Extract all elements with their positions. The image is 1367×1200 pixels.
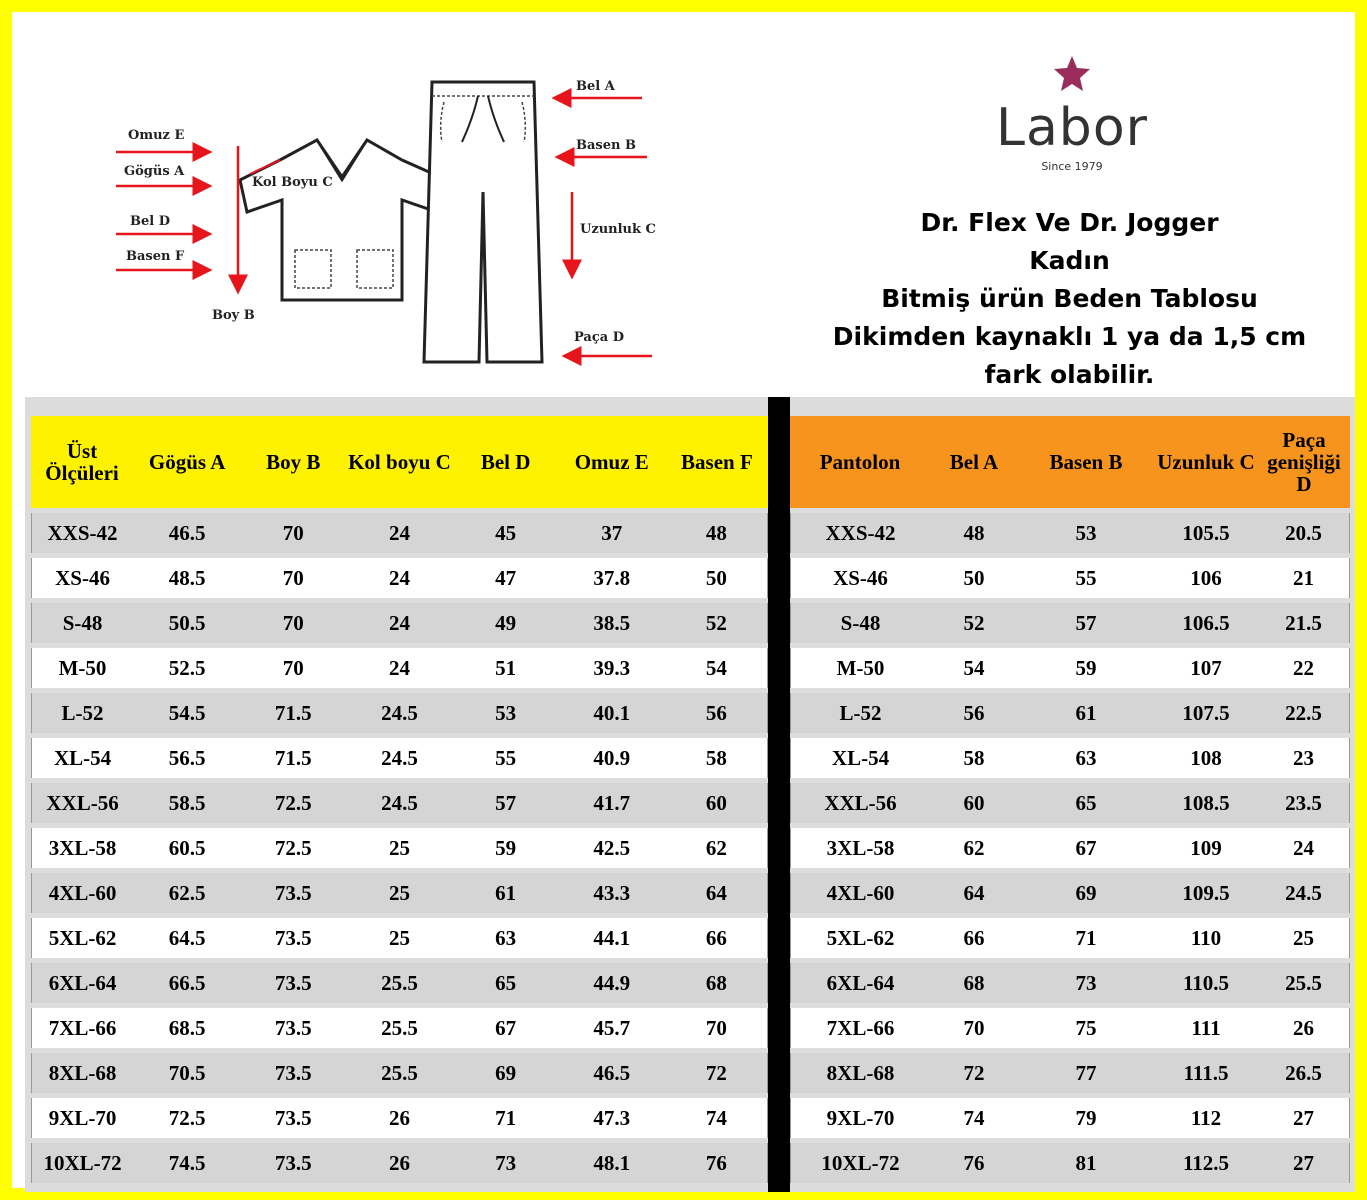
measurement-cell: 107 (1154, 648, 1258, 688)
measurement-cell: 25.5 (345, 1053, 453, 1093)
measurement-cell: 73.5 (241, 1008, 345, 1048)
measurement-cell: 65 (1018, 783, 1154, 823)
measurement-cell: 76 (930, 1143, 1018, 1183)
measurement-cell: 21.5 (1258, 603, 1350, 643)
measurement-cell: 61 (454, 873, 558, 913)
measurement-cell: 27 (1258, 1098, 1350, 1138)
top-table-row (31, 1143, 768, 1183)
measurement-cell: 74 (666, 1098, 768, 1138)
measurement-cell: 71 (1018, 918, 1154, 958)
measurement-cell: 48.1 (558, 1143, 666, 1183)
size-label-cell: 9XL-70 (31, 1098, 133, 1138)
pant-table-row (790, 783, 1350, 823)
measurement-cell: 70 (241, 603, 345, 643)
label-bel-top: Bel D (130, 214, 170, 229)
measurement-cell: 26 (345, 1098, 453, 1138)
measurement-cell: 58 (666, 738, 768, 778)
measurement-cell: 72 (666, 1053, 768, 1093)
measurement-cell: 50 (666, 558, 768, 598)
measurement-cell: 62 (930, 828, 1018, 868)
measurement-cell: 73.5 (241, 873, 345, 913)
trouser-outline (424, 82, 542, 362)
size-label-cell: 4XL-60 (790, 873, 930, 913)
measurement-cell: 70 (666, 1008, 768, 1048)
measurement-cell: 70 (241, 648, 345, 688)
measurement-cell: 23.5 (1258, 783, 1350, 823)
measurement-cell: 40.1 (558, 693, 666, 733)
measurement-cell: 49 (454, 603, 558, 643)
size-label-cell: XL-54 (31, 738, 133, 778)
measurement-cell: 111 (1154, 1008, 1258, 1048)
top-table-row (31, 783, 768, 823)
title-line: Dr. Flex Ve Dr. Jogger (920, 208, 1219, 237)
measurement-cell: 107.5 (1154, 693, 1258, 733)
top-header-cell: Üst Ölçüleri (31, 416, 133, 508)
measurement-cell: 108 (1154, 738, 1258, 778)
size-label-cell: 3XL-58 (31, 828, 133, 868)
size-label-cell: 7XL-66 (790, 1008, 930, 1048)
measurement-cell: 81 (1018, 1143, 1154, 1183)
top-header-cell: Basen F (666, 416, 768, 508)
measurement-cell: 72 (930, 1053, 1018, 1093)
measurement-cell: 62.5 (133, 873, 241, 913)
measurement-cell: 111.5 (1154, 1053, 1258, 1093)
top-size-table (31, 411, 768, 1188)
measurement-cell: 24 (345, 513, 453, 553)
measurement-cell: 61 (1018, 693, 1154, 733)
measurement-cell: 50 (930, 558, 1018, 598)
measurement-cell: 64 (930, 873, 1018, 913)
size-label-cell: XS-46 (790, 558, 930, 598)
measurement-cell: 109 (1154, 828, 1258, 868)
pant-header-cell: Pantolon (790, 416, 930, 508)
measurement-cell: 112 (1154, 1098, 1258, 1138)
measurement-cell: 79 (1018, 1098, 1154, 1138)
top-header-cell: Omuz E (558, 416, 666, 508)
measurement-cell: 68.5 (133, 1008, 241, 1048)
size-label-cell: XXL-56 (790, 783, 930, 823)
size-label-cell: 5XL-62 (790, 918, 930, 958)
garment-diagram (102, 62, 682, 382)
measurement-cell: 40.9 (558, 738, 666, 778)
pant-table-row (790, 693, 1350, 733)
measurement-cell: 24 (345, 558, 453, 598)
brand-since: Since 1979 (1041, 160, 1103, 173)
size-label-cell: M-50 (790, 648, 930, 688)
measurement-cell: 70.5 (133, 1053, 241, 1093)
size-label-cell: 8XL-68 (31, 1053, 133, 1093)
measurement-cell: 47.3 (558, 1098, 666, 1138)
size-label-cell: 9XL-70 (790, 1098, 930, 1138)
measurement-cell: 64 (666, 873, 768, 913)
measurement-cell: 66.5 (133, 963, 241, 1003)
page-frame (12, 12, 1355, 1188)
measurement-cell: 74.5 (133, 1143, 241, 1183)
pant-header-cell: Bel A (930, 416, 1018, 508)
measurement-cell: 22 (1258, 648, 1350, 688)
top-table-row (31, 648, 768, 688)
measurement-cell: 67 (454, 1008, 558, 1048)
measurement-cell: 25.5 (1258, 963, 1350, 1003)
measurement-cell: 26 (1258, 1008, 1350, 1048)
title-line: Bitmiş ürün Beden Tablosu (881, 284, 1258, 313)
top-table-row (31, 1053, 768, 1093)
measurement-cell: 58.5 (133, 783, 241, 823)
measurement-cell: 52 (930, 603, 1018, 643)
top-table-row (31, 738, 768, 778)
measurement-cell: 46.5 (133, 513, 241, 553)
measurement-cell: 46.5 (558, 1053, 666, 1093)
measurement-cell: 58 (930, 738, 1018, 778)
measurement-cell: 51 (454, 648, 558, 688)
measurement-cell: 109.5 (1154, 873, 1258, 913)
top-table-row (31, 828, 768, 868)
measurement-cell: 27 (1258, 1143, 1350, 1183)
measurement-cell: 70 (930, 1008, 1018, 1048)
size-label-cell: 6XL-64 (790, 963, 930, 1003)
pant-table-row (790, 918, 1350, 958)
measurement-cell: 25 (1258, 918, 1350, 958)
measurement-cell: 62 (666, 828, 768, 868)
size-label-cell: XXL-56 (31, 783, 133, 823)
measurement-cell: 73.5 (241, 963, 345, 1003)
measurement-cell: 75 (1018, 1008, 1154, 1048)
measurement-cell: 71 (454, 1098, 558, 1138)
measurement-cell: 24.5 (345, 783, 453, 823)
measurement-cell: 24 (345, 603, 453, 643)
size-label-cell: L-52 (790, 693, 930, 733)
top-table-row (31, 963, 768, 1003)
label-bel-pant: Bel A (576, 79, 615, 94)
size-label-cell: 5XL-62 (31, 918, 133, 958)
measurement-cell: 63 (1018, 738, 1154, 778)
measurement-cell: 53 (454, 693, 558, 733)
title-line: Dikimden kaynaklı 1 ya da 1,5 cm (832, 322, 1307, 351)
size-label-cell: 7XL-66 (31, 1008, 133, 1048)
pant-table-row (790, 1143, 1350, 1183)
measurement-cell: 72.5 (241, 783, 345, 823)
size-label-cell: 6XL-64 (31, 963, 133, 1003)
measurement-cell: 55 (454, 738, 558, 778)
measurement-cell: 42.5 (558, 828, 666, 868)
size-label-cell: 10XL-72 (790, 1143, 930, 1183)
label-boy: Boy B (212, 308, 255, 323)
top-table-row (31, 1008, 768, 1048)
measurement-cell: 24.5 (1258, 873, 1350, 913)
top-header-cell: Bel D (454, 416, 558, 508)
size-label-cell: XXS-42 (31, 513, 133, 553)
measurement-cell: 66 (666, 918, 768, 958)
measurement-cell: 25.5 (345, 963, 453, 1003)
measurement-cell: 24.5 (345, 738, 453, 778)
measurement-cell: 37 (558, 513, 666, 553)
pant-table-row (790, 648, 1350, 688)
measurement-cell: 23 (1258, 738, 1350, 778)
measurement-cell: 77 (1018, 1053, 1154, 1093)
measurement-cell: 37.8 (558, 558, 666, 598)
pant-table-body (790, 513, 1350, 1183)
pant-table-row (790, 828, 1350, 868)
pant-table-row (790, 738, 1350, 778)
measurement-cell: 76 (666, 1143, 768, 1183)
measurement-cell: 26.5 (1258, 1053, 1350, 1093)
measurement-cell: 25 (345, 828, 453, 868)
measurement-cell: 105.5 (1154, 513, 1258, 553)
measurement-cell: 70 (241, 513, 345, 553)
measurement-cell: 48 (930, 513, 1018, 553)
measurement-cell: 54 (930, 648, 1018, 688)
size-label-cell: XL-54 (790, 738, 930, 778)
top-header-cell: Kol boyu C (345, 416, 453, 508)
label-omuz: Omuz E (128, 128, 185, 143)
pant-table-row (790, 1098, 1350, 1138)
measurement-cell: 48 (666, 513, 768, 553)
measurement-cell: 20.5 (1258, 513, 1350, 553)
measurement-cell: 59 (454, 828, 558, 868)
label-gogus: Gögüs A (124, 164, 185, 179)
pant-table-row (790, 603, 1350, 643)
measurement-cell: 106.5 (1154, 603, 1258, 643)
measurement-cell: 56 (666, 693, 768, 733)
measurement-cell: 73 (454, 1143, 558, 1183)
pant-size-table (790, 411, 1350, 1188)
measurement-cell: 21 (1258, 558, 1350, 598)
measurement-cell: 110.5 (1154, 963, 1258, 1003)
measurement-cell: 72.5 (133, 1098, 241, 1138)
measurement-cell: 25 (345, 873, 453, 913)
measurement-cell: 25 (345, 918, 453, 958)
size-label-cell: S-48 (790, 603, 930, 643)
measurement-cell: 65 (454, 963, 558, 1003)
brand-name: Labor (995, 98, 1149, 158)
measurement-cell: 73 (1018, 963, 1154, 1003)
measurement-cell: 57 (1018, 603, 1154, 643)
size-tables (25, 397, 1355, 1192)
pant-header-cell: Basen B (1018, 416, 1154, 508)
top-table-row (31, 873, 768, 913)
pant-table-row (790, 1008, 1350, 1048)
measurement-cell: 52.5 (133, 648, 241, 688)
measurement-cell: 72.5 (241, 828, 345, 868)
measurement-cell: 74 (930, 1098, 1018, 1138)
measurement-cell: 60 (930, 783, 1018, 823)
label-basen-top: Basen F (126, 249, 185, 264)
measurement-cell: 108.5 (1154, 783, 1258, 823)
star-icon (1052, 54, 1092, 94)
measurement-cell: 50.5 (133, 603, 241, 643)
size-label-cell: 10XL-72 (31, 1143, 133, 1183)
pant-table-row (790, 558, 1350, 598)
measurement-cell: 73.5 (241, 1098, 345, 1138)
size-label-cell: 4XL-60 (31, 873, 133, 913)
label-paca: Paça D (574, 330, 624, 345)
measurement-cell: 57 (454, 783, 558, 823)
measurement-cell: 63 (454, 918, 558, 958)
measurement-cell: 73.5 (241, 918, 345, 958)
top-table-row (31, 603, 768, 643)
size-label-cell: 3XL-58 (790, 828, 930, 868)
size-label-cell: XXS-42 (790, 513, 930, 553)
pant-table-row (790, 1053, 1350, 1093)
measurement-cell: 24 (345, 648, 453, 688)
measurement-cell: 44.1 (558, 918, 666, 958)
top-table-body (31, 513, 768, 1183)
size-label-cell: S-48 (31, 603, 133, 643)
pant-table-row (790, 963, 1350, 1003)
measurement-cell: 68 (666, 963, 768, 1003)
size-label-cell: M-50 (31, 648, 133, 688)
measurement-cell: 22.5 (1258, 693, 1350, 733)
measurement-cell: 24.5 (345, 693, 453, 733)
measurement-cell: 73.5 (241, 1143, 345, 1183)
title-line: fark olabilir. (984, 360, 1155, 389)
measurement-cell: 24 (1258, 828, 1350, 868)
pant-table-row (790, 873, 1350, 913)
measurement-cell: 69 (1018, 873, 1154, 913)
measurement-cell: 38.5 (558, 603, 666, 643)
size-label-cell: 8XL-68 (790, 1053, 930, 1093)
measurement-cell: 71.5 (241, 738, 345, 778)
measurement-cell: 39.3 (558, 648, 666, 688)
measurement-cell: 56 (930, 693, 1018, 733)
measurement-cell: 59 (1018, 648, 1154, 688)
measurement-cell: 73.5 (241, 1053, 345, 1093)
top-header-cell: Boy B (241, 416, 345, 508)
measurement-cell: 110 (1154, 918, 1258, 958)
label-uzunluk: Uzunluk C (580, 222, 656, 237)
measurement-cell: 45 (454, 513, 558, 553)
measurement-cell: 60.5 (133, 828, 241, 868)
measurement-cell: 64.5 (133, 918, 241, 958)
label-kol: Kol Boyu C (252, 175, 333, 190)
top-table-row (31, 513, 768, 553)
top-table-row (31, 918, 768, 958)
measurement-cell: 48.5 (133, 558, 241, 598)
measurement-cell: 54 (666, 648, 768, 688)
measurement-cell: 106 (1154, 558, 1258, 598)
measurement-cell: 45.7 (558, 1008, 666, 1048)
measurement-cell: 69 (454, 1053, 558, 1093)
measurement-cell: 25.5 (345, 1008, 453, 1048)
measurement-cell: 43.3 (558, 873, 666, 913)
measurement-cell: 44.9 (558, 963, 666, 1003)
pant-header-cell: Paça genişliği D (1258, 416, 1350, 508)
measurement-cell: 26 (345, 1143, 453, 1183)
measurement-cell: 68 (930, 963, 1018, 1003)
chart-title (782, 204, 1357, 394)
top-table-row (31, 693, 768, 733)
title-line: Kadın (1029, 246, 1110, 275)
top-table-row (31, 1098, 768, 1138)
size-label-cell: XS-46 (31, 558, 133, 598)
size-label-cell: L-52 (31, 693, 133, 733)
pant-table-row (790, 513, 1350, 553)
table-divider (768, 397, 790, 1192)
measurement-cell: 55 (1018, 558, 1154, 598)
measurement-cell: 41.7 (558, 783, 666, 823)
top-header-cell: Gögüs A (133, 416, 241, 508)
measurement-cell: 56.5 (133, 738, 241, 778)
top-table-row (31, 558, 768, 598)
measurement-cell: 66 (930, 918, 1018, 958)
measurement-cell: 47 (454, 558, 558, 598)
measurement-cell: 52 (666, 603, 768, 643)
pant-header-cell: Uzunluk C (1154, 416, 1258, 508)
measurement-cell: 71.5 (241, 693, 345, 733)
measurement-cell: 54.5 (133, 693, 241, 733)
measurement-cell: 112.5 (1154, 1143, 1258, 1183)
label-basen-pant: Basen B (576, 138, 636, 153)
measurement-cell: 67 (1018, 828, 1154, 868)
measurement-cell: 60 (666, 783, 768, 823)
measurement-cell: 70 (241, 558, 345, 598)
brand-logo (972, 54, 1172, 184)
measurement-cell: 53 (1018, 513, 1154, 553)
